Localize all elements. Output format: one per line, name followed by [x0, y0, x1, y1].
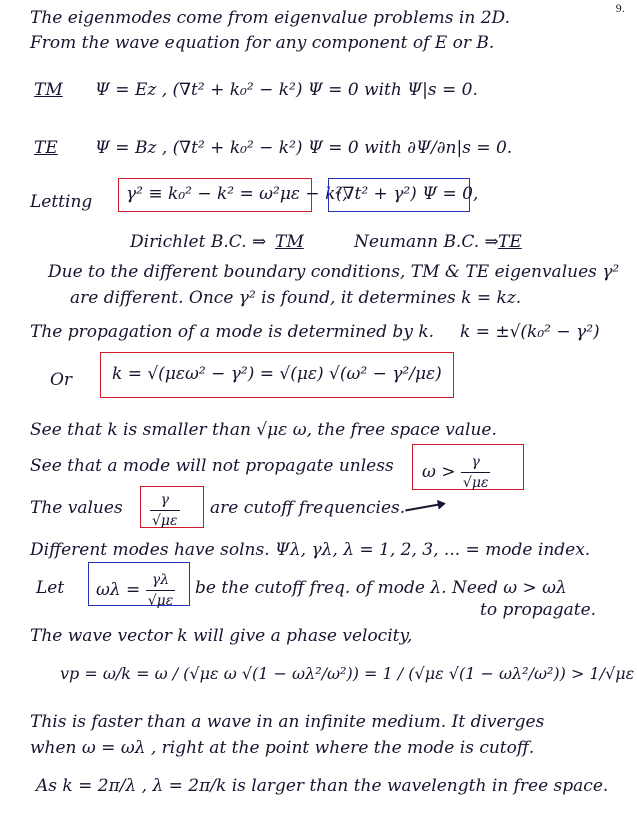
- k-root-equation: k = ±√(k₀² − γ²): [460, 322, 600, 342]
- line-wavelength: As k = 2π/λ , λ = 2π/k is larger than the wavelength in free space.: [36, 776, 609, 796]
- propagation-condition: ω > $\frac{\gamma}{√\mu\varepsilon}$: [422, 454, 489, 491]
- phase-velocity-equation: vp = ω/k = ω / (√με ω √(1 − ωλ²/ω²)) = 1 / (√με √(1 − ωλ²/ω²)) > 1/√με: [60, 664, 635, 683]
- line-see-2: See that a mode will not propagate unless: [30, 456, 394, 476]
- tm-equation: Ψ = Ez , (∇t² + k₀² − k²) Ψ = 0 with Ψ|s = 0.: [95, 80, 478, 100]
- line-cutoff-mode: be the cutoff freq. of mode λ. Need ω > ωλ: [195, 578, 567, 598]
- let-label: Let: [36, 578, 65, 598]
- cutoff-fraction: $\frac{\gamma}{√\mu\varepsilon}$: [152, 492, 178, 529]
- neumann-te: TE: [498, 232, 522, 252]
- line-different-modes: Different modes have solns. Ψλ, γλ, λ = 1, 2, 3, ... = mode index.: [30, 540, 591, 560]
- line-due-1: Due to the different boundary conditions, TM & TE eigenvalues γ²: [48, 262, 620, 282]
- line-wave-vector: The wave vector k will give a phase velocity,: [30, 626, 413, 646]
- dirichlet-tm: TM: [275, 232, 304, 252]
- cutoff-freq-definition: ωλ = $\frac{\gamma\lambda}{√\mu\varepsilon}$: [96, 572, 174, 609]
- cutoff-frequencies-text: are cutoff frequencies.: [210, 498, 406, 518]
- line-propagation: The propagation of a mode is determined by k.: [30, 322, 435, 342]
- page-number: 9.: [615, 4, 625, 15]
- line-intro-2: From the wave equation for any component of E or B.: [30, 33, 495, 53]
- helmholtz-equation: (∇t² + γ²) Ψ = 0,: [336, 184, 479, 204]
- line-faster-1: This is faster than a wave in an infinite medium. It diverges: [30, 712, 545, 732]
- or-label: Or: [50, 370, 73, 390]
- te-label: TE: [34, 138, 58, 158]
- line-to-propagate: to propagate.: [480, 600, 597, 620]
- letting-label: Letting: [30, 192, 93, 212]
- line-see-1: See that k is smaller than √με ω, the free space value.: [30, 420, 497, 440]
- k-dispersion: k = √(μεω² − γ²) = √(με) √(ω² − γ²/με): [112, 364, 442, 384]
- dirichlet-bc: Dirichlet B.C. ⇒: [130, 232, 267, 252]
- line-intro-1: The eigenmodes come from eigenvalue problems in 2D.: [30, 8, 510, 28]
- te-equation: Ψ = Bz , (∇t² + k₀² − k²) Ψ = 0 with ∂Ψ/∂n|s = 0.: [95, 138, 513, 158]
- values-label: The values: [30, 498, 123, 518]
- arrow-icon: [405, 503, 445, 512]
- gamma-definition: γ² ≡ k₀² − k² = ω²με − k²,: [126, 184, 348, 204]
- line-due-2: are different. Once γ² is found, it determines k = kz.: [70, 288, 522, 308]
- line-faster-2: when ω = ωλ , right at the point where the mode is cutoff.: [30, 738, 535, 758]
- tm-label: TM: [34, 80, 63, 100]
- neumann-bc: Neumann B.C. ⇒: [354, 232, 499, 252]
